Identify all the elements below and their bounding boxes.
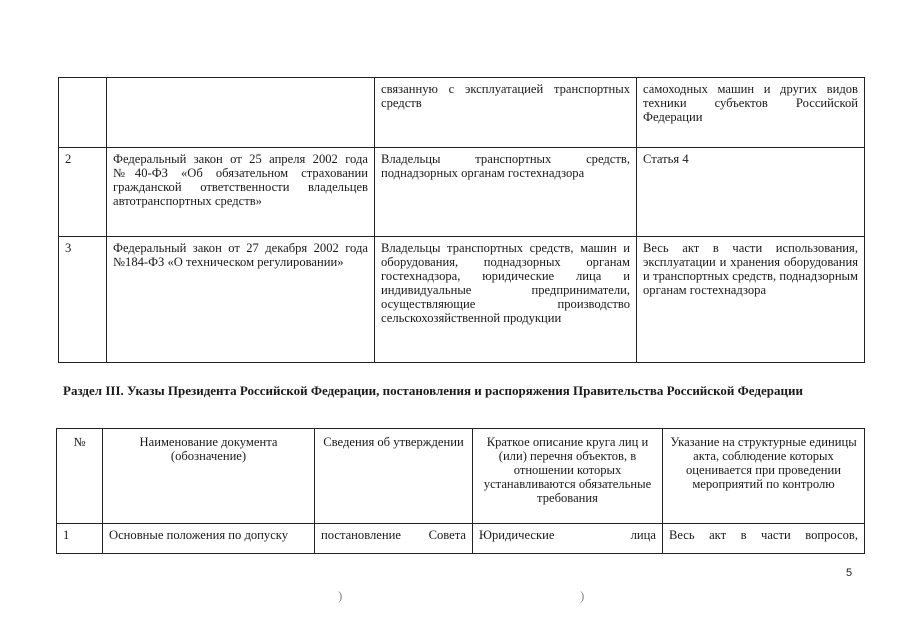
header-number: № [57,429,103,524]
table-row [59,78,865,148]
table-row [59,237,865,363]
header-approval: Сведения об утверждении [315,429,473,524]
scan-mark: ) [580,588,585,603]
document-name: Федеральный закон от 27 декабря 2002 года №184-ФЗ «О техническом регулировании» [107,237,375,363]
approval-info: постановление Совета [315,524,473,554]
laws-table [58,77,865,363]
header-document-name: Наименование документа (обозначение) [103,429,315,524]
subjects-description: Юридические лица [473,524,663,554]
subjects-description: Владельцы транспортных средств, машин и оборудования, поднадзорных органам гостехнадзора, юридические лица и индивидуальные предприниматели, осуществляющие производство сельскохозяйственной продукции [375,237,637,363]
section-title: Раздел III. Указы Президента Российской Федерации, постановления и распоряжения Правительства Российской Федерации [63,383,803,398]
header-description: Краткое описание круга лиц и (или) перечня объектов, в отношении которых устанавливаются обязательные требования [473,429,663,524]
header-structural-units: Указание на структурные единицы акта, соблюдение которых оценивается при проведении мероприятий по контролю [663,429,865,524]
document-name [107,78,375,148]
structural-units: Весь акт в части вопросов, [663,524,865,554]
subjects-description: Владельцы транспортных средств, поднадзорных органам гостехнадзора [375,148,637,237]
structural-units: Статья 4 [637,148,865,237]
subjects-description: связанную с эксплуатацией транспортных средств [375,78,637,148]
table-row [59,148,865,237]
document-name: Федеральный закон от 25 апреля 2002 года №40-ФЗ «Об обязательном страховании гражданской ответственности владельцев автотранспортных средств» [107,148,375,237]
table-row [57,524,865,554]
row-number: 2 [59,148,107,237]
row-number: 3 [59,237,107,363]
table-header-row [57,429,865,524]
structural-units: самоходных машин и других видов техники субъектов Российской Федерации [637,78,865,148]
document-name: Основные положения по допуску [103,524,315,554]
row-number: 1 [57,524,103,554]
page-number: 5 [846,567,853,579]
decrees-table [56,428,865,554]
scan-mark: ) [338,588,343,603]
structural-units: Весь акт в части использования, эксплуатации и хранения оборудования и транспортных средств, поднадзорным органам гостехнадзора [637,237,865,363]
row-number [59,78,107,148]
